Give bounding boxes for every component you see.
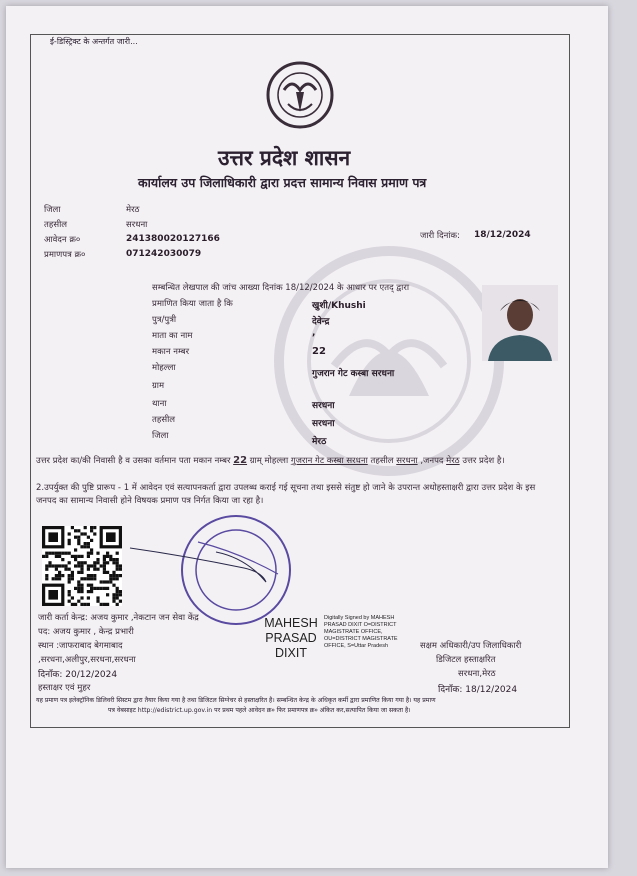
district-value: मेरठ — [126, 205, 140, 215]
relation-label: पुत्र/पुत्री — [152, 315, 177, 325]
issue-date: 18/12/2024 — [474, 230, 531, 240]
certificate-label: प्रमाणपत्र क्र० — [44, 250, 86, 260]
issuer-designation: पद: अजय कुमार , केन्द्र प्रभारी — [38, 627, 134, 637]
locality-value: गुजरान गेट कस्बा सरधना — [312, 369, 395, 379]
authority-date: दिनाँक: 18/12/2024 — [438, 685, 518, 695]
detail-district-label: जिला — [152, 431, 169, 441]
certificate-number: 071242030079 — [126, 249, 202, 259]
intro-line-1: सम्बन्धित लेखपाल की जांच आख्या दिनांक 18/12/2024 के आधार पर एतद् द्वारा — [152, 283, 410, 293]
page-title: उत्तर प्रदेश शासन — [218, 146, 351, 170]
issuer-signature-line: हस्ताक्षर एवं मुहर — [38, 683, 91, 693]
tehsil-value: सरधना — [126, 220, 148, 230]
house-label: मकान नम्बर — [152, 347, 190, 357]
village-label: ग्राम — [152, 381, 165, 391]
watermark-emblem — [244, 246, 534, 476]
digital-signature-details: Digitally Signed by MAHESH PRASAD DIXIT O=DISTRICT MAGISTRATE OFFICE, OU=DISTRICT MAGISTRATE OFFICE, S=Uttar Pradesh — [324, 615, 398, 649]
authority-title: सक्षम अधिकारी/उप जिलाधिकारी — [420, 641, 522, 651]
verification-qr-code — [42, 526, 122, 606]
residence-paragraph: उत्तर प्रदेश का/की निवासी है व उसका वर्तमान पता मकान नम्बर 22 ग्राम् मोहल्ला गुजरान गेट कस्बा सरधना तहसील सरधना ,जनपद मेरठ उत्तर प्रदेश है। — [36, 455, 505, 466]
handwritten-signature — [126, 538, 286, 588]
locality-label: मोहल्ला — [152, 363, 176, 373]
issue-date-label: जारी दिनांक: — [420, 231, 460, 241]
issuer-place-2: ,सरधना,अलीपुर,सरधना,सरधना — [38, 655, 136, 665]
intro-line-2: प्रमाणित किया जाता है कि — [152, 299, 233, 309]
certificate-sheet — [6, 6, 608, 868]
house-value: 22 — [312, 346, 326, 357]
authority-signature: डिजिटल हस्ताक्षरित — [436, 655, 496, 665]
certificate-subtitle: कार्यालय उप जिलाधिकारी द्वारा प्रदत्त सामान्य निवास प्रमाण पत्र — [138, 175, 427, 190]
applicant-name: खुशी/Khushi — [312, 301, 366, 311]
mother-value: , — [312, 328, 316, 338]
tehsil-label: तहसील — [44, 220, 68, 230]
thana-value: सरधना — [312, 401, 335, 411]
footer-note: यह प्रमाण पत्र इलेक्ट्रॉनिक डिलिवरी सिस्टम द्वारा तैयार किया गया है तथा डिजिटल सिग्नेचर से हस्ताक्षरित है। सम्बन्धित केन्द्र के अधिकृत कर्मी द्वारा प्रमाणित किया गया है। यह प्रमाण पत्र वेबसाइट http://edistrict.up.gov.in पर प्रथम पहले आवेदन क्र० फिर प्रमाणपत्र क्र० अंकित कर,सत्यापित किया जा सकता है। — [36, 697, 436, 714]
digital-signer-name: MAHESH PRASAD DIXIT — [264, 616, 318, 660]
authority-place: सरधना,मेरठ — [458, 669, 496, 679]
issuer-center: जारी कर्ता केन्द्र: अजय कुमार ,नेकटान जन सेवा केंद्र — [38, 613, 199, 623]
applicant-photo — [482, 285, 558, 361]
detail-tehsil-label: तहसील — [152, 415, 176, 425]
issuer-place-1: स्थान :जाफराबाद बेगमाबाद — [38, 641, 123, 651]
header-note: ई-डिस्ट्रिक्ट के अन्तर्गत जारी... — [50, 37, 138, 46]
district-label: जिला — [44, 205, 61, 215]
issuer-date: दिनाँक: 20/12/2024 — [38, 670, 118, 680]
application-number: 241380020127166 — [126, 234, 220, 244]
confirmation-paragraph: 2.उपर्युक्त की पुष्टि प्रारूप - 1 में आवेदन एवं सत्यापनकर्ता द्वारा उपलब्ध कराई गई सूचना तथा इससे संतुष्ट हो जाने के उपरान्त अधोहस्ताक्षरी द्वारा उत्तर प्रदेश के इस जनपद का सामान्य निवासी होने विषयक प्रमाण पत्र निर्गत किया जा रहा है। — [36, 483, 536, 506]
detail-district-value: मेरठ — [312, 437, 327, 447]
relation-value: देवेन्द्र — [312, 317, 330, 327]
application-label: आवेदन क्र० — [44, 235, 81, 245]
thana-label: थाना — [152, 399, 167, 409]
up-government-emblem-icon — [262, 60, 338, 130]
detail-tehsil-value: सरधना — [312, 419, 335, 429]
mother-label: माता का नाम — [152, 331, 193, 341]
